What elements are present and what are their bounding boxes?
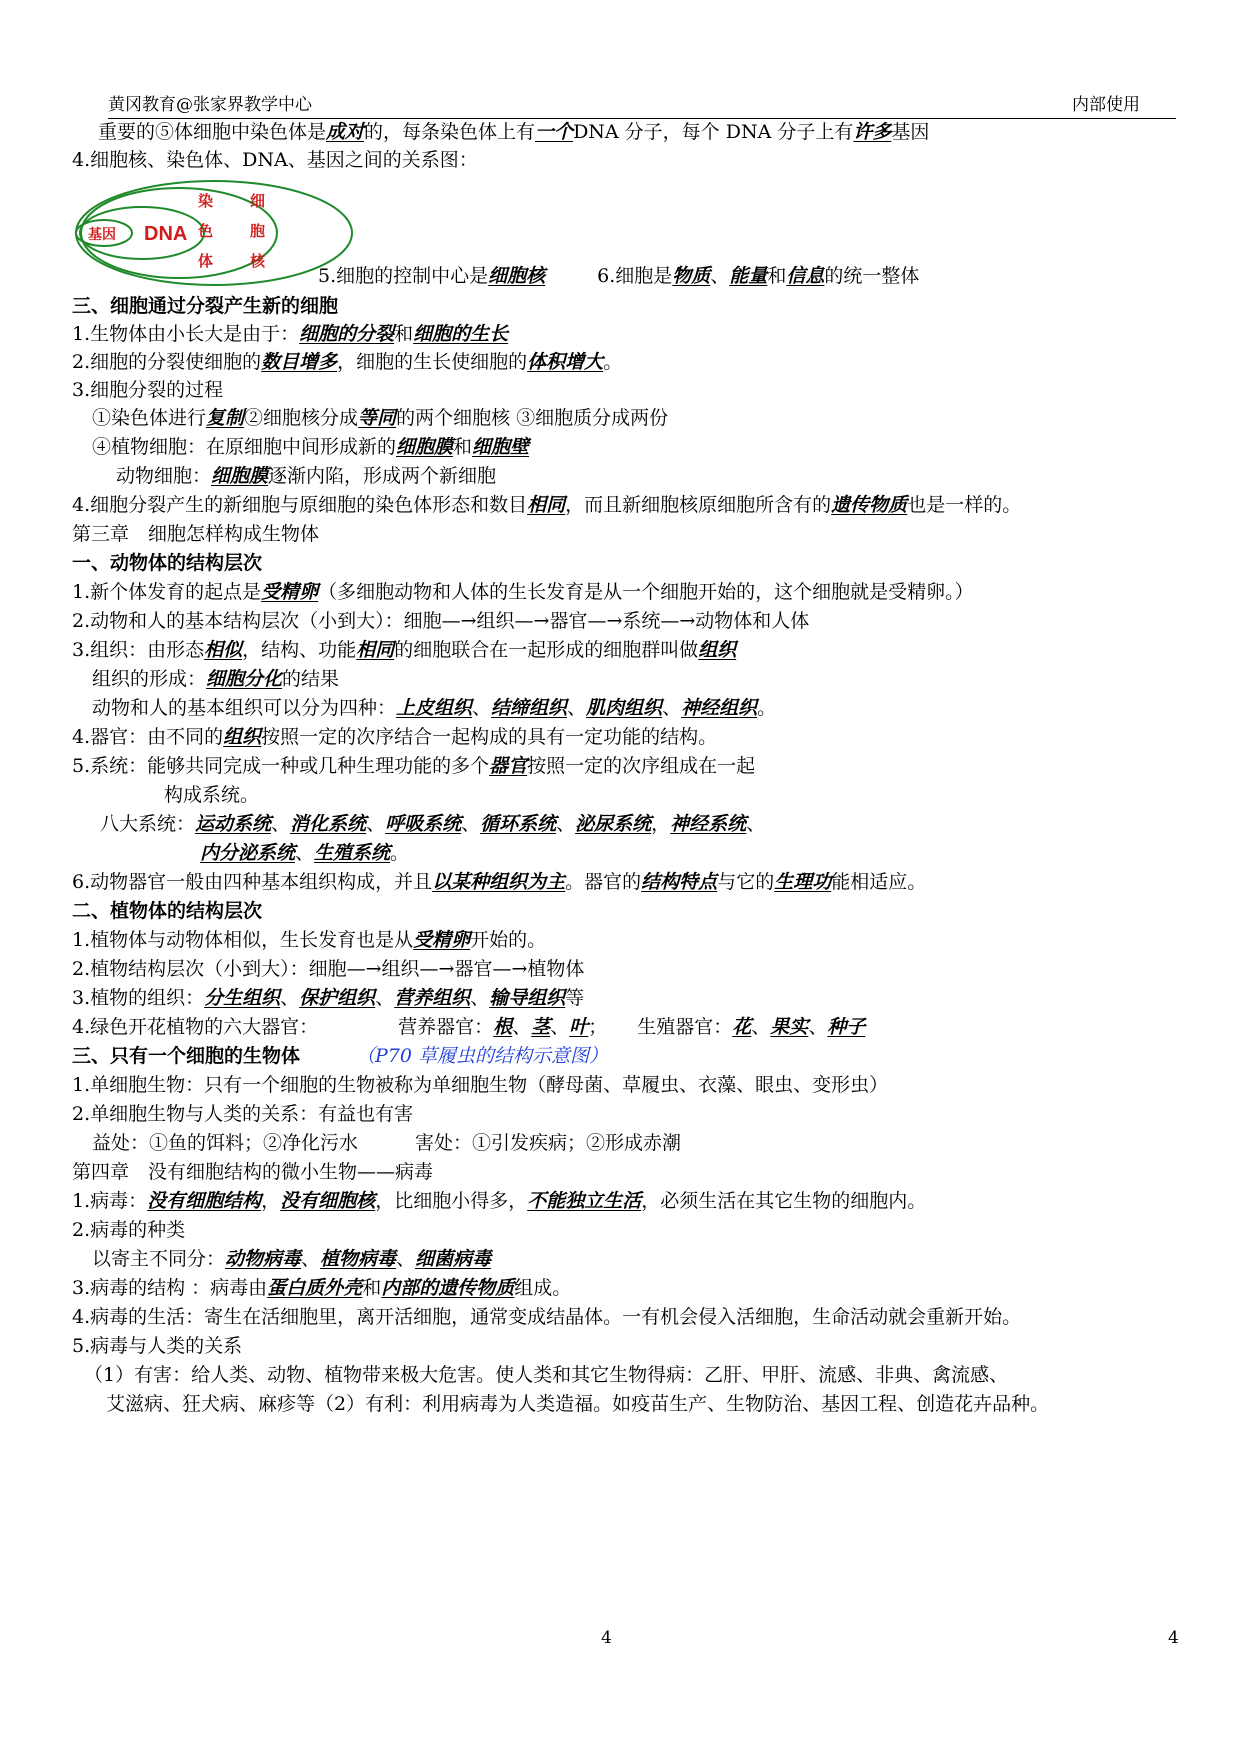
- line-animal-cell: 动物细胞：细胞膜逐渐内陷，形成两个新细胞: [116, 465, 497, 487]
- diagram-nucleus-2: 胞: [250, 222, 266, 240]
- line-tissue-formation: 组织的形成：细胞分化的结果: [92, 668, 340, 690]
- line-virus-types: 2.病毒的种类: [72, 1219, 186, 1241]
- line-growth-cause: 1.生物体由小长大是由于：细胞的分裂和细胞的生长: [72, 323, 509, 345]
- diagram-chromosome-3: 体: [198, 252, 214, 270]
- line-organ-structure: 6.动物器官一般由四种基本组织构成，并且以某种组织为主。器官的结构特点与它的生理功能相适应。: [72, 871, 927, 893]
- line-animal-hierarchy: 2.动物和人的基本结构层次（小到大）：细胞—→组织—→器官—→系统—→动物体和人体: [72, 610, 810, 632]
- chapter-heading-4: 第四章 没有细胞结构的微小生物——病毒: [72, 1161, 434, 1183]
- line-eight-systems-cont: 内分泌系统、生殖系统。: [200, 842, 410, 864]
- section-heading-plant-levels: 二、植物体的结构层次: [72, 900, 263, 922]
- page-header: [108, 88, 1176, 119]
- line-virus-def: 1.病毒：没有细胞结构，没有细胞核，比细胞小得多，不能独立生活，必须生活在其它生物的细胞内。: [72, 1190, 927, 1212]
- line-virus-life: 4.病毒的生活：寄生在活细胞里，离开活细胞，通常变成结晶体。一有机会侵入活细胞，生命活动就会重新开始。: [72, 1306, 1022, 1328]
- section-heading-animal-levels: 一、动物体的结构层次: [72, 552, 263, 574]
- line-plant-development: 1.植物体与动物体相似，生长发育也是从受精卵开始的。: [72, 929, 547, 951]
- line-six-organs: 4.绿色开花植物的六大器官： 营养器官：根、茎、叶； 生殖器官：花、果实、种子: [72, 1016, 866, 1038]
- line-single-cell-def: 1.单细胞生物：只有一个细胞的生物被称为单细胞生物（酵母菌、草履虫、衣藻、眼虫、变形虫）: [72, 1074, 889, 1096]
- line-eight-systems: 八大系统：运动系统、消化系统、呼吸系统、循环系统、泌尿系统，神经系统、: [100, 813, 766, 835]
- line-new-cell: 4.细胞分裂产生的新细胞与原细胞的染色体形态和数目相同，而且新细胞核原细胞所含有的遗传物质也是一样的。: [72, 494, 1022, 516]
- line-organ: 4.器官：由不同的组织按照一定的次序结合一起构成的具有一定功能的结构。: [72, 726, 718, 748]
- line-relation-title: 4.细胞核、染色体、DNA、基因之间的关系图：: [72, 149, 478, 171]
- chapter-heading-3: 第三章 细胞怎样构成生物体: [72, 523, 320, 545]
- line-virus-structure: 3.病毒的结构 ：病毒由蛋白质外壳和内部的遗传物质组成。: [72, 1277, 572, 1299]
- line-virus-human: 5.病毒与人类的关系: [72, 1335, 243, 1357]
- line-benefit-harm: 益处：①鱼的饵料；②净化污水 害处：①引发疾病；②形成赤潮: [92, 1132, 682, 1154]
- header-right: 内部使用: [1072, 95, 1140, 115]
- line-tissue-definition: 3.组织：由形态相似，结构、功能相同的细胞联合在一起形成的细胞群叫做组织: [72, 639, 737, 661]
- line-plant-hierarchy: 2.植物结构层次（小到大）：细胞—→组织—→器官—→植物体: [72, 958, 585, 980]
- line-fertilized-egg: 1.新个体发育的起点是受精卵（多细胞动物和人体的生长发育是从一个细胞开始的，这个细胞就是受精卵。）: [72, 581, 974, 603]
- line-control-center: 5.细胞的控制中心是细胞核 6.细胞是物质、能量和信息的统一整体: [318, 265, 920, 287]
- section-heading-cell-division: 三、细胞通过分裂产生新的细胞: [72, 295, 339, 317]
- line-plant-tissues: 3.植物的组织：分生组织、保护组织、营养组织、输导组织等: [72, 987, 585, 1009]
- line-chromosome-pairs: 重要的⑤体细胞中染色体是成对的，每条染色体上有一个DNA 分子，每个 DNA 分子上有许多基因: [98, 121, 930, 143]
- line-system-cont: 构成系统。: [164, 784, 260, 806]
- line-single-cell-relation: 2.单细胞生物与人类的关系：有益也有害: [72, 1103, 414, 1125]
- page-number-right: 4: [1168, 1628, 1179, 1648]
- line-division-process: 3.细胞分裂的过程: [72, 379, 224, 401]
- header-left: 黄冈教育@张家界教学中心: [108, 95, 312, 115]
- line-virus-harm: （1）有害：给人类、动物、植物带来极大危害。使人类和其它生物得病：乙肝、甲肝、流感、非典、禽流感、: [84, 1364, 1009, 1386]
- line-system: 5.系统：能够共同完成一种或几种生理功能的多个器官按照一定的次序组成在一起: [72, 755, 756, 777]
- diagram-nucleus-3: 核: [250, 252, 266, 270]
- diagram-chromosome-2: 色: [198, 222, 214, 240]
- page-number-center: 4: [601, 1628, 612, 1648]
- diagram-chromosome-1: 染: [198, 192, 214, 210]
- diagram-nucleus-1: 细: [250, 192, 266, 210]
- line-division-steps: ①染色体进行复制②细胞核分成等同的两个细胞核 ③细胞质分成两份: [92, 407, 669, 429]
- section-heading-single-cell: 三、只有一个细胞的生物体 （P70 草履虫的结构示意图）: [72, 1045, 609, 1067]
- line-virus-benefit: 艾滋病、狂犬病、麻疹等（2）有利：利用病毒为人类造福。如疫苗生产、生物防治、基因工程、创造花卉品种。: [106, 1393, 1050, 1415]
- line-four-tissues: 动物和人的基本组织可以分为四种：上皮组织、结缔组织、肌肉组织、神经组织。: [92, 697, 777, 719]
- diagram-gene-label: 基因: [88, 227, 116, 243]
- line-division-effect: 2.细胞的分裂使细胞的数目增多，细胞的生长使细胞的体积增大。: [72, 351, 623, 373]
- nucleus-chromosome-dna-gene-diagram: [74, 178, 354, 288]
- figure-note: （P70 草履虫的结构示意图）: [356, 1045, 609, 1067]
- line-plant-cell: ④植物细胞：在原细胞中间形成新的细胞膜和细胞壁: [92, 436, 530, 458]
- line-virus-host: 以寄主不同分：动物病毒、植物病毒、细菌病毒: [92, 1248, 492, 1270]
- diagram-dna-label: DNA: [144, 223, 188, 245]
